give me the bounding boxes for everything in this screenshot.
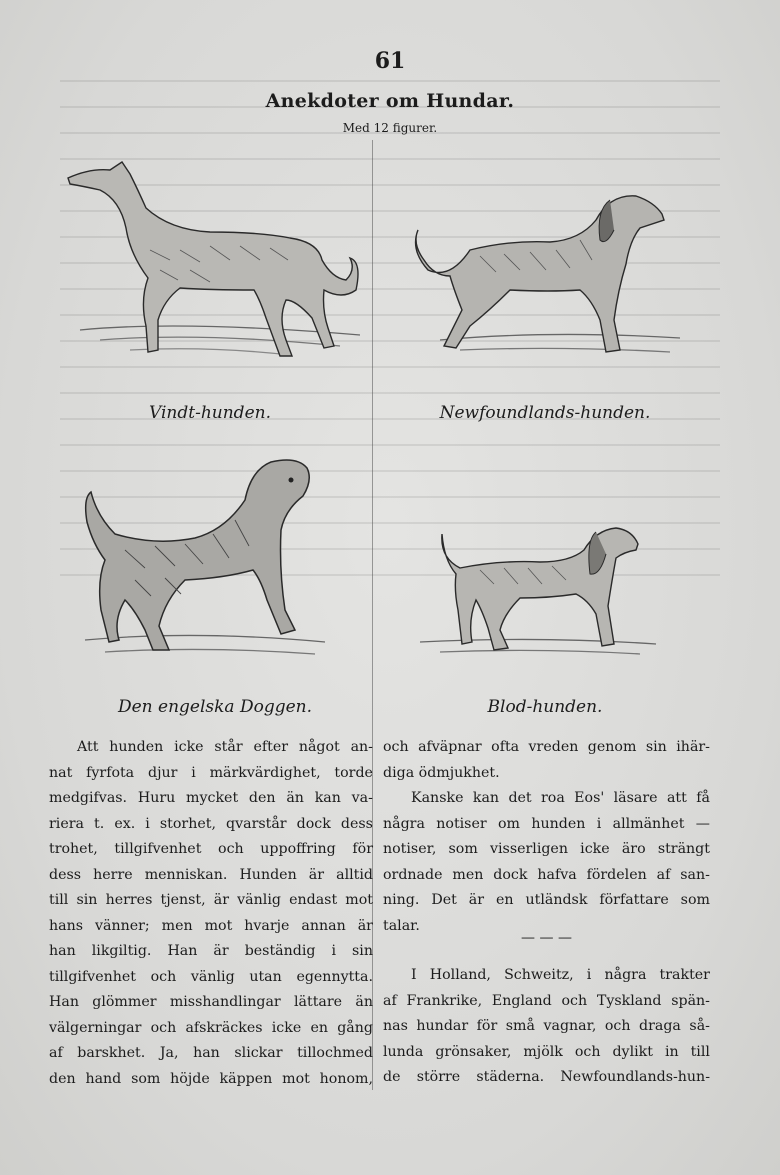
figure-caption-newfoundland: Newfoundlands-hunden. — [439, 403, 651, 423]
text-line: I Holland, Schweitz, i några trakter — [411, 967, 710, 983]
newfoundland-dog-engraving-icon — [400, 180, 690, 380]
text-line: Kanske kan det roa Eos' läsare att få — [411, 790, 710, 806]
text-line: af Frankrike, England och Tyskland spän- — [383, 992, 710, 1009]
text-line: han likgiltig. Han är beständig i sin — [49, 943, 373, 959]
figure-caption-dogge: Den engelska Doggen. — [117, 697, 313, 717]
right-text-column-a — [383, 735, 710, 939]
text-line: hans vänner; men mot hvarje annan är — [49, 917, 373, 934]
left-text-column — [49, 735, 373, 1092]
text-line: tillgifvenhet och vänlig utan egennytta. — [49, 968, 373, 985]
text-line: till sin herres tjenst, är vänlig endast mot — [49, 892, 373, 908]
text-line: ning. Det är en utländsk författare som — [383, 892, 710, 908]
text-line: nas hundar för små vagnar, och draga så- — [383, 1018, 710, 1034]
english-mastiff-engraving-icon — [75, 450, 335, 670]
text-line: talar. — [383, 917, 420, 934]
bloodhound-engraving-icon — [420, 510, 660, 680]
text-line: några notiser om hunden i allmänhet — — [383, 815, 710, 832]
text-line: notiser, som visserligen icke äro strängt — [383, 841, 710, 857]
text-line: Att hunden icke står efter något an- — [77, 739, 373, 755]
text-line: de större städerna. Newfoundlands-hun- — [383, 1069, 710, 1085]
figure-caption-vindt: Vindt-hunden. — [149, 403, 271, 423]
article-subtitle: Med 12 figurer. — [342, 121, 438, 135]
text-line: riera t. ex. i storhet, qvarstår dock dess — [49, 815, 373, 832]
text-line: diga ödmjukhet. — [383, 764, 500, 781]
text-line: dess herre menniskan. Hunden är alltid — [49, 866, 373, 883]
text-line: lunda grönsaker, mjölk och dylikt in till — [383, 1043, 710, 1060]
text-line: nat fyrfota djur i märkvärdighet, torde — [49, 764, 373, 781]
article-title: Anekdoter om Hundar. — [265, 90, 515, 112]
text-line: medgifvas. Huru mycket den än kan va- — [49, 790, 373, 806]
text-line: trohet, tillgifvenhet och uppoffring för — [49, 841, 373, 857]
figure-caption-blod: Blod-hunden. — [487, 697, 603, 717]
section-separator: — — — — [521, 930, 572, 946]
text-line: och afväpnar ofta vreden genom sin ihär- — [383, 739, 710, 755]
right-text-column-b — [383, 963, 710, 1091]
text-line: välgerningar och afskräckes icke en gång — [49, 1019, 373, 1036]
text-line: af barskhet. Ja, han slickar tillochmed — [49, 1045, 373, 1061]
text-line: ordnade men dock hafva fördelen af san- — [383, 866, 710, 883]
text-line: Han glömmer misshandlingar lättare än — [49, 994, 373, 1010]
page-number: 61 — [374, 48, 406, 74]
greyhound-engraving-icon — [60, 150, 370, 380]
text-line: den hand som höjde käppen mot honom, — [49, 1070, 373, 1087]
